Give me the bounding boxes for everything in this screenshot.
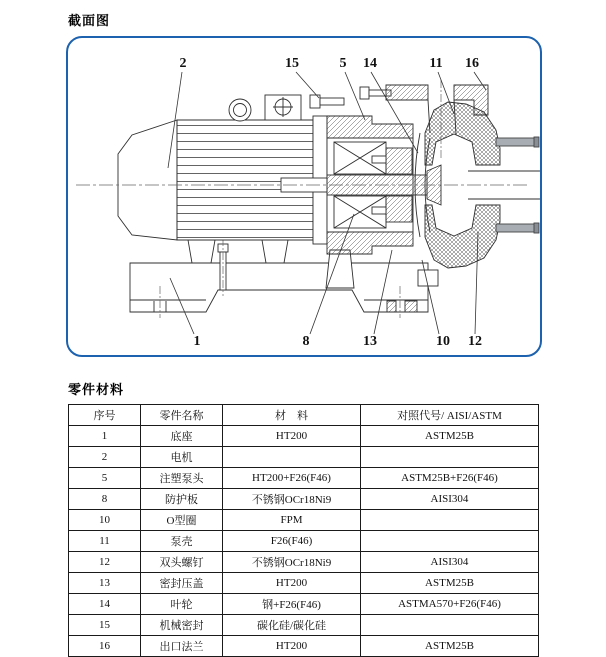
cell-code: AISI304 xyxy=(361,489,539,510)
cell-code xyxy=(361,531,539,552)
cell-material: HT200 xyxy=(223,426,361,447)
cell-no: 16 xyxy=(69,636,141,657)
table-row xyxy=(69,636,539,657)
cell-code xyxy=(361,615,539,636)
cell-name: 出口法兰 xyxy=(141,636,223,657)
table-row xyxy=(69,531,539,552)
header-name: 零件名称 xyxy=(141,405,223,426)
cell-code: ASTMA570+F26(F46) xyxy=(361,594,539,615)
table-row xyxy=(69,594,539,615)
table-row xyxy=(69,615,539,636)
callout-12: 12 xyxy=(468,334,482,349)
table-row xyxy=(69,468,539,489)
cell-material xyxy=(223,447,361,468)
cell-material: F26(F46) xyxy=(223,531,361,552)
cell-code: ASTM25B xyxy=(361,573,539,594)
motor xyxy=(118,95,313,240)
cell-name: O型圈 xyxy=(141,510,223,531)
table-row xyxy=(69,489,539,510)
cell-name: 注塑泵头 xyxy=(141,468,223,489)
table-row xyxy=(69,510,539,531)
cell-code: ASTM25B+F26(F46) xyxy=(361,468,539,489)
cell-no: 5 xyxy=(69,468,141,489)
callout-5: 5 xyxy=(339,56,347,71)
cell-material: HT200+F26(F46) xyxy=(223,468,361,489)
cell-name: 叶轮 xyxy=(141,594,223,615)
cell-no: 15 xyxy=(69,615,141,636)
callout-8: 8 xyxy=(302,334,310,349)
cell-no: 11 xyxy=(69,531,141,552)
table-row xyxy=(69,426,539,447)
parts-material-table xyxy=(68,404,539,657)
table-row xyxy=(69,573,539,594)
table-section-title: 零件材料 xyxy=(68,382,125,397)
header-material: 材 料 xyxy=(223,405,361,426)
cell-no: 14 xyxy=(69,594,141,615)
cell-material: 碳化硅/碳化硅 xyxy=(223,615,361,636)
cell-material: FPM xyxy=(223,510,361,531)
callout-15: 15 xyxy=(285,56,299,71)
cell-name: 密封压盖 xyxy=(141,573,223,594)
cell-material: 不锈钢OCr18Ni9 xyxy=(223,552,361,573)
terminal-box xyxy=(265,95,301,120)
cell-code: ASTM25B xyxy=(361,636,539,657)
cell-code xyxy=(361,447,539,468)
cell-material: HT200 xyxy=(223,573,361,594)
callout-16: 16 xyxy=(465,56,479,71)
cell-no: 13 xyxy=(69,573,141,594)
bracket-bolt xyxy=(310,95,344,108)
table-row xyxy=(69,447,539,468)
cell-name: 双头螺钉 xyxy=(141,552,223,573)
cell-no: 1 xyxy=(69,426,141,447)
cell-code xyxy=(361,510,539,531)
cell-no: 8 xyxy=(69,489,141,510)
cell-code: AISI304 xyxy=(361,552,539,573)
callout-14: 14 xyxy=(363,56,377,71)
cell-no: 10 xyxy=(69,510,141,531)
casing-foot xyxy=(418,270,438,286)
bracket-foot xyxy=(326,250,354,288)
cell-name: 底座 xyxy=(141,426,223,447)
callout-1: 1 xyxy=(193,334,201,349)
cell-no: 2 xyxy=(69,447,141,468)
table-row xyxy=(69,552,539,573)
callout-10: 10 xyxy=(436,334,450,349)
cell-no: 12 xyxy=(69,552,141,573)
cell-name: 电机 xyxy=(141,447,223,468)
cell-code: ASTM25B xyxy=(361,426,539,447)
callout-2: 2 xyxy=(179,56,187,71)
cell-name: 防护板 xyxy=(141,489,223,510)
cell-material: 不锈钢OCr18Ni9 xyxy=(223,489,361,510)
cell-material: 钢+F26(F46) xyxy=(223,594,361,615)
diagram-panel xyxy=(66,36,542,357)
callout-11: 11 xyxy=(429,56,443,71)
cell-material: HT200 xyxy=(223,636,361,657)
callout-13: 13 xyxy=(363,334,377,349)
header-no: 序号 xyxy=(69,405,141,426)
table-header-row xyxy=(69,405,539,426)
pump-cross-section-drawing xyxy=(68,38,540,355)
header-code: 对照代号/ AISI/ASTM xyxy=(361,405,539,426)
cell-name: 泵壳 xyxy=(141,531,223,552)
cell-name: 机械密封 xyxy=(141,615,223,636)
diagram-section-title: 截面图 xyxy=(68,13,111,28)
